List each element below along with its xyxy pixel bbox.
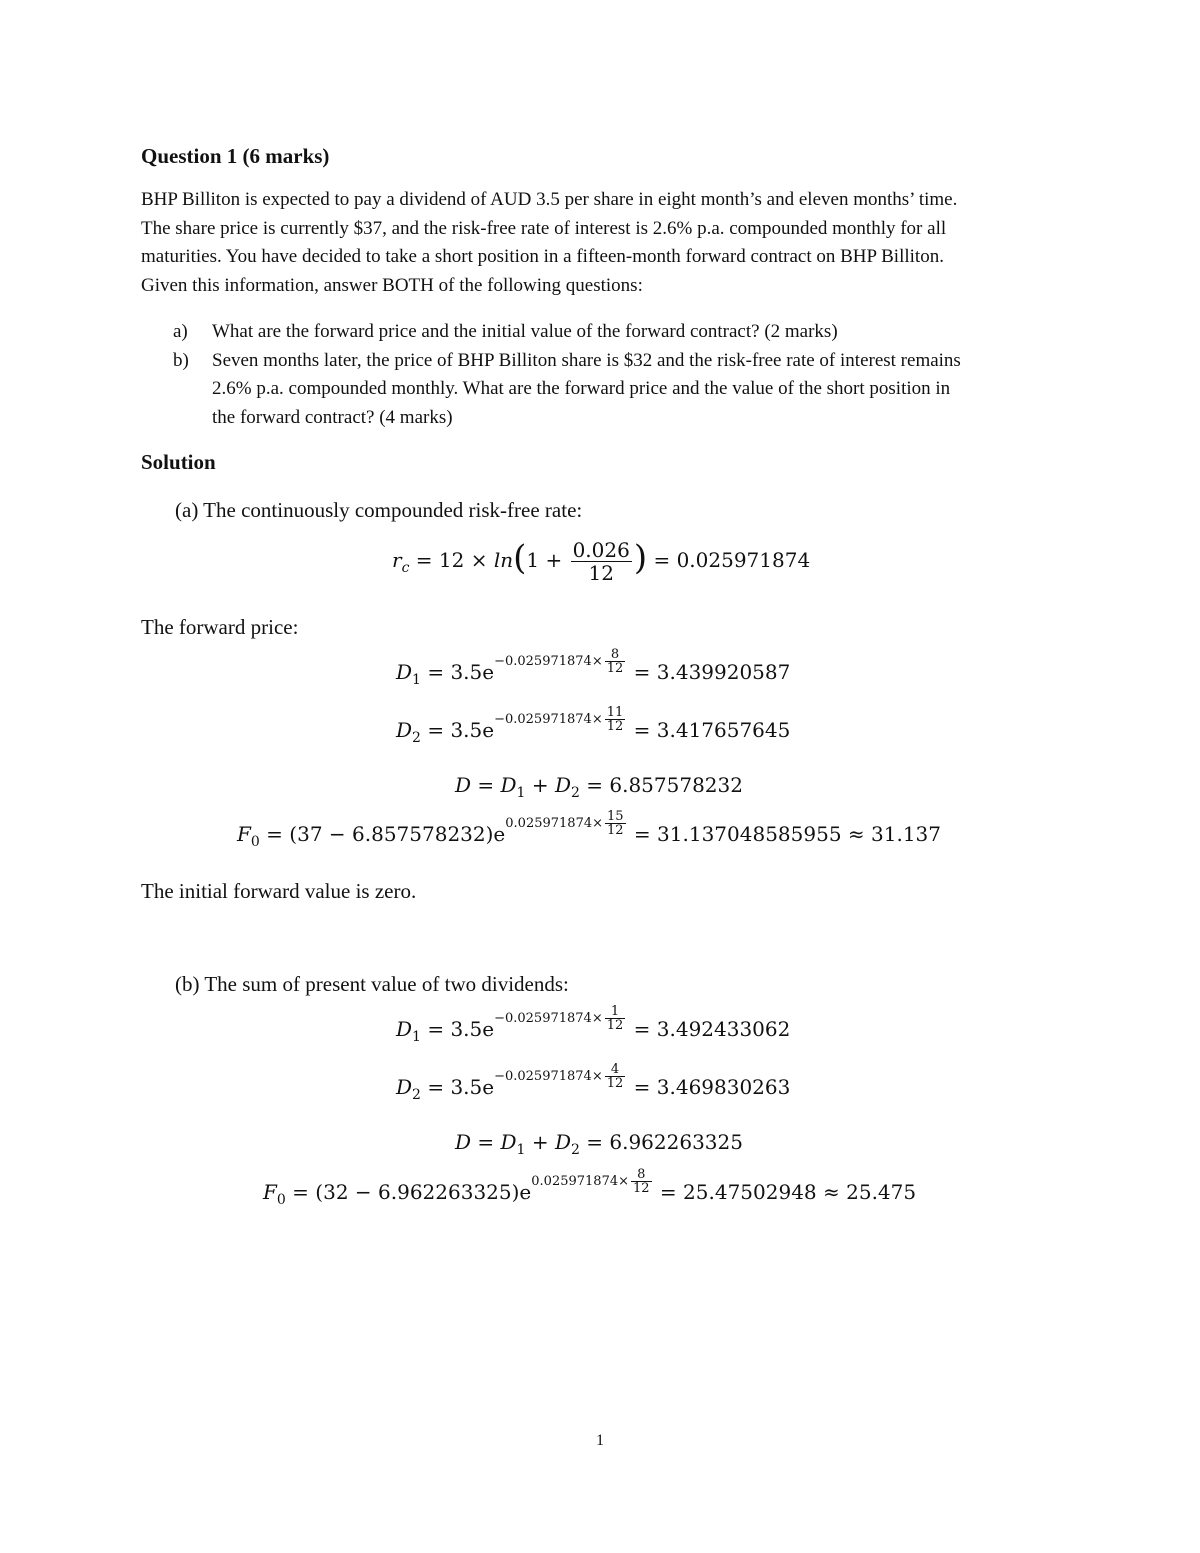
part-b-intro: (b) The sum of present value of two dividends:	[175, 972, 569, 996]
part-a-intro: (a) The continuously compounded risk-free rate:	[175, 498, 583, 522]
open-paren: (	[513, 538, 527, 578]
exponent-text: 0.025971874×	[531, 1174, 630, 1189]
intro-line: Given this information, answer BOTH of the following questions:	[141, 274, 643, 296]
part-a-d1-equation	[396, 647, 791, 689]
fraction-numerator: 1	[610, 1004, 620, 1019]
rc-result: = 0.025971874	[653, 548, 811, 572]
d-subscript: 1	[412, 1029, 421, 1045]
d-symbol: D	[396, 660, 413, 684]
eq-result: = 6.857578232	[579, 773, 743, 797]
exponent-fraction	[605, 1063, 626, 1090]
exponent-fraction	[605, 1005, 626, 1032]
intro-line: BHP Billiton is expected to pay a dividend of AUD 3.5 per share in eight month’s and eleven months’ time.	[141, 189, 958, 210]
d-subscript: 2	[570, 1142, 580, 1158]
eq-result: = 3.417657645	[633, 718, 791, 742]
fraction-numerator: 8	[610, 647, 620, 662]
d-subscript: 2	[412, 730, 421, 746]
f-symbol: F	[237, 822, 251, 846]
part-a-d2-equation	[396, 705, 791, 747]
rate-fraction	[571, 539, 632, 584]
exponent-text: 0.025971874×	[505, 816, 604, 831]
d-symbol: D	[396, 1017, 413, 1041]
list-marker: a)	[173, 321, 188, 342]
rc-subscript: c	[401, 560, 410, 576]
exponent-fraction	[605, 648, 626, 675]
eq-result: = 25.47502948 ≈ 25.475	[659, 1180, 917, 1204]
eq-result: = 6.962263325	[579, 1130, 743, 1154]
list-item-line: the forward contract? (4 marks)	[212, 406, 453, 428]
solution-heading: Solution	[141, 450, 216, 474]
list-item-a	[141, 318, 1081, 347]
fraction-denominator: 12	[606, 1018, 624, 1033]
exponent-text: −0.025971874×	[494, 654, 603, 669]
exponent	[494, 648, 627, 675]
exponent-fraction	[605, 810, 626, 837]
intro-line: The share price is currently $37, and the risk-free rate of interest is 2.6% p.a. compounded monthly for all	[141, 217, 947, 239]
part-b-dsum-equation	[455, 1130, 743, 1158]
part-b-d1-equation	[396, 1004, 791, 1046]
initial-value-text: The initial forward value is zero.	[141, 879, 417, 903]
fraction-numerator: 8	[637, 1167, 646, 1182]
d-subscript: 2	[412, 1087, 421, 1103]
intro-line: maturities. You have decided to take a short position in a fifteen-month forward contract on BHP Billiton.	[141, 246, 944, 267]
exponent-fraction	[605, 706, 626, 733]
eq-base: = 3.5e	[427, 718, 495, 742]
eq-result: = 3.492433062	[633, 1017, 791, 1041]
dsum-plus: + D	[525, 1130, 571, 1154]
rc-equation	[392, 536, 810, 584]
page-number: 1	[596, 1432, 604, 1449]
fraction-denominator: 12	[571, 561, 632, 584]
f-symbol: F	[263, 1180, 277, 1204]
close-paren: )	[633, 538, 648, 578]
fraction-numerator: 0.026	[572, 538, 630, 562]
list-item-b	[141, 347, 1081, 433]
question-title: Question 1 (6 marks)	[141, 144, 330, 168]
fraction-denominator: 12	[606, 719, 624, 734]
question-parts-list	[141, 318, 1081, 432]
fraction-denominator: 12	[633, 1181, 650, 1196]
d-symbol: D	[396, 718, 413, 742]
f-subscript: 0	[250, 834, 260, 850]
dsum-plus: + D	[525, 773, 571, 797]
eq-body: = (32 − 6.962263325)e	[292, 1180, 532, 1204]
fraction-numerator: 15	[607, 809, 624, 824]
rc-symbol: r	[392, 548, 402, 572]
exponent	[494, 706, 627, 733]
eq-result: = 31.137048585955 ≈ 31.137	[633, 822, 941, 846]
f-subscript: 0	[276, 1192, 286, 1208]
eq-base: = 3.5e	[427, 1075, 495, 1099]
rc-operator: = 12 ×	[415, 548, 494, 572]
d-subscript: 1	[516, 1142, 526, 1158]
exponent-text: −0.025971874×	[494, 712, 603, 727]
fraction-numerator: 11	[606, 705, 624, 720]
dsum-text: D = D	[455, 773, 517, 797]
exponent-fraction	[631, 1168, 652, 1195]
d-subscript: 2	[570, 785, 580, 801]
list-item-line: Seven months later, the price of BHP Billiton share is $32 and the risk-free rate of interest remains	[212, 349, 961, 371]
rc-inner-one: 1 +	[526, 548, 569, 572]
eq-result: = 3.469830263	[633, 1075, 791, 1099]
d-subscript: 1	[516, 785, 526, 801]
part-a-dsum-equation	[455, 773, 743, 801]
question-intro	[141, 186, 1061, 300]
part-a-f0-equation	[237, 809, 941, 851]
exponent-text: −0.025971874×	[494, 1011, 603, 1026]
exponent	[505, 810, 627, 837]
part-b-f0-equation	[263, 1167, 917, 1209]
fraction-denominator: 12	[606, 661, 624, 676]
d-symbol: D	[396, 1075, 413, 1099]
forward-price-label: The forward price:	[141, 615, 299, 639]
exponent	[494, 1005, 627, 1032]
list-marker: b)	[173, 349, 189, 371]
d-subscript: 1	[412, 672, 421, 688]
fraction-denominator: 12	[607, 823, 624, 838]
ln-function: ln	[493, 548, 514, 572]
eq-base: = 3.5e	[427, 1017, 495, 1041]
eq-base: = 3.5e	[427, 660, 495, 684]
eq-result: = 3.439920587	[633, 660, 791, 684]
list-item-line: What are the forward price and the initial value of the forward contract? (2 marks)	[212, 321, 838, 342]
exponent	[494, 1063, 627, 1090]
fraction-denominator: 12	[606, 1076, 624, 1091]
part-b-d2-equation	[396, 1062, 791, 1104]
exponent-text: −0.025971874×	[494, 1069, 603, 1084]
eq-body: = (37 − 6.857578232)e	[266, 822, 506, 846]
list-item-line: 2.6% p.a. compounded monthly. What are the forward price and the value of the short position in	[212, 378, 951, 399]
exponent	[531, 1168, 653, 1195]
fraction-numerator: 4	[610, 1062, 620, 1077]
dsum-text: D = D	[455, 1130, 517, 1154]
